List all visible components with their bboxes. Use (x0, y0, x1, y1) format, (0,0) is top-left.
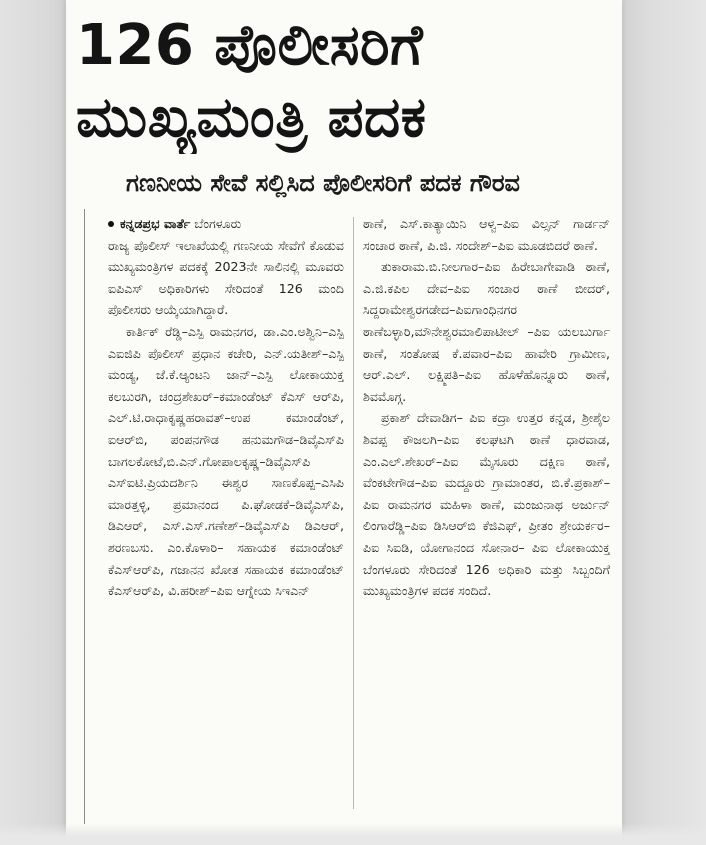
dateline (108, 213, 344, 235)
paragraph-awardees-2: ಠಾಣೆ, ಎಸ್.ಕಾತ್ಯಾಯಿನಿ ಆಳ್ವ–ಪಿಐ ವಿಲ್ಸನ್ ಗಾರ್ಡನ್ ಸಂಚಾರ ಠಾಣೆ, ಪಿ.ಜಿ. ಸಂದೇಶ್–ಪಿಐ ಮೂಡಬಿದರೆ ಠಾಣೆ. (363, 216, 610, 253)
paragraph-intro: ರಾಜ್ಯ ಪೊಲೀಸ್ ಇಲಾಖೆಯಲ್ಲಿ ಗಣನೀಯ ಸೇವೆಗೆ ಕೊಡುವ ಮುಖ್ಯಮಂತ್ರಿಗಳ ಪದಕಕ್ಕೆ 2023ನೇ ಸಾಲಿನಲ್ಲಿ ಮೂವರು ಐಪಿಎಸ್ ಅಧಿಕಾರಿಗಳು ಸೇರಿದಂತೆ 126 ಮಂದಿ ಪೊಲೀಸರು ಆಯ್ಕೆಯಾಗಿದ್ದಾರೆ. (108, 237, 344, 318)
article-body (82, 213, 610, 813)
news-source: ಕನ್ನಡಪ್ರಭ ವಾರ್ತೆ (120, 216, 191, 231)
page-bottom-shadow (0, 823, 706, 845)
page-edge-right (622, 0, 706, 845)
subheadline: ಗಣನೀಯ ಸೇವೆ ಸಲ್ಲಿಸಿದ ಪೊಲೀಸರಿಗೆ ಪದಕ ಗೌರವ (126, 169, 520, 197)
article-column-1 (108, 213, 344, 602)
headline-line-2: ಮುಖ್ಯಮಂತ್ರಿ ಪದಕ (76, 85, 427, 150)
paragraph-awardees-4: ಪ್ರಕಾಶ್ ದೇವಾಡಿಗ– ಪಿಐ ಕದ್ರಾ ಉತ್ತರ ಕನ್ನಡ, ಶ್ರೀಶೈಲ ಶಿವಪ್ಪ ಕೌಜಲಗಿ–ಪಿಐ ಕಲಘಟಗಿ ಠಾಣೆ ಧಾರವಾಡ, ಎಂ.ಎಲ್.ಶೇಖರ್–ಪಿಐ ಮೈಸೂರು ದಕ್ಷಿಣ ಠಾಣೆ, ವೆಂಕಟೇಗೌಡ–ಪಿಐ ಮದ್ದೂರು ಗ್ರಾಮಾಂತರ, ಬಿ.ಕೆ.ಪ್ರಕಾಶ್–ಪಿಐ ರಾಮನಗರ ಮಹಿಳಾ ಠಾಣೆ, ಮಂಜುನಾಥ ಅರ್ಜುನ್ ಲಿಂಗಾರೆಡ್ಡಿ–ಪಿಐ ಡಿಸಿಆರ್‌ಬಿ ಕೆಜಿಎಫ್, ಪ್ರೀತಂ ಶ್ರೇಯರ್ಕರ–ಪಿಐ ಸಿಐಡಿ, ಯೋಗಾನಂದ ಸೋನಾರ– ಪಿಐ ಲೋಕಾಯುಕ್ತ ಬೆಂಗಳೂರು ಸೇರಿದಂತೆ 126 ಅಧಿಕಾರಿ ಮತ್ತು ಸಿಬ್ಬಂದಿಗೆ ಮುಖ್ಯಮಂತ್ರಿಗಳ ಪದಕ ಸಂದಿದೆ. (363, 410, 610, 599)
paragraph-awardees-3: ತುಕಾರಾಮ.ಬಿ.ನೀಲಗಾರ–ಪಿಐ ಹಿರೇಬಾಗೇವಾಡಿ ಠಾಣೆ, ಎ.ಜಿ.ಕಪಿಲ ದೇವ–ಪಿಐ ಸಂಚಾರ ಠಾಣೆ ಬೀದರ್, ಸಿದ್ದರಾಮೇಶ್ವರಗಡೇದ–ಪಿಐಗಾಂಧಿನಗರ ಠಾಣೆಬಳ್ಳಾರಿ,ಮೌನೇಶ್ವರಮಾಲಿಪಾಟೀಲ್ –ಪಿಐ ಯಲಬುರ್ಗಾ ಠಾಣೆ, ಸಂತೋಷ ಕೆ.ಪವಾರ–ಪಿಐ ಹಾವೇರಿ ಗ್ರಾಮೀಣ, ಆರ್.ಎಲ್. ಲಕ್ಷ್ಮಿಪತಿ–ಪಿಐ ಹೊಳೆಹೊನ್ನೂರು ಠಾಣೆ, ಶಿವಮೊಗ್ಗ. (363, 259, 610, 404)
article-column-2 (363, 213, 610, 602)
dateline-city: ಬೆಂಗಳೂರು (190, 216, 242, 231)
column-divider (353, 217, 354, 809)
bullet-icon (108, 221, 114, 227)
newspaper-clipping (66, 0, 622, 845)
headline-line-1: 126 ಪೊಲೀಸರಿಗೆ (76, 13, 424, 78)
headline (76, 10, 616, 154)
page-edge-left (0, 0, 66, 845)
paragraph-awardees-1: ಕಾರ್ತಿಕ್ ರೆಡ್ಡಿ–ಎಸ್ಪಿ ರಾಮನಗರ, ಡಾ.ಎಂ.ಅಶ್ವಿನಿ–ಎಸ್ಪಿ ಎಐಜಿಪಿ ಪೊಲೀಸ್ ಪ್ರಧಾನ ಕಚೇರಿ, ಎನ್.ಯತೀಶ್–ಎಸ್ಪಿ ಮಂಡ್ಯ, ಜೆ.ಕೆ.ಆ್ಯಂಟನಿ ಜಾನ್–ಎಸ್ಪಿ ಲೋಕಾಯುಕ್ತ ಕಲಬುರಗಿ, ಚಂದ್ರಶೇಖರ್–ಕಮಾಂಡೆಂಟ್ ಕೆಎಸ್ ಆರ್‌ಪಿ, ಎಲ್.ಟಿ.ರಾಧಾಕೃಷ್ಣಹರಾವತ್–ಉಪ ಕಮಾಂಡೆಂಟ್, ಐಆರ್‌ಬಿ, ಪಂಪನಗೌಡ ಹನುಮಗೌಡ–ಡಿವೈಎಸ್‌ಪಿ ಬಾಗಲಕೋಟೆ,ಬಿ.ಎನ್.ಗೋಪಾಲಕೃಷ್ಣ–ಡಿವೈಎಸ್‌ಪಿ ಎಸ್‌ಐಟಿ.ಪ್ರಿಯದರ್ಶಿನಿ ಈಶ್ವರ ಸಾಣಕೊಪ್ಪ–ಎಸಿಪಿ ಮಾರತ್ತಳ್ಳಿ, ಪ್ರಮಾನಂದ ಪಿ.ಘೋಡಕೆ–ಡಿವೈಎಸ್‌ಪಿ, ಡಿಎಆರ್, ಎಸ್.ಎಸ್.ಗಣೇಶ್–ಡಿವೈಎಸ್‌ಪಿ ಡಿಎಆರ್, ಶರಣಬಸು. ಎಂ.ಕೊಳಾರಿ– ಸಹಾಯಕ ಕಮಾಂಡೆಂಟ್ ಕೆಎಸ್‌ಆರ್‌ಪಿ, ಗಜಾನನ ಖೋತ ಸಹಾಯಕ ಕಮಾಂಡೆಂಟ್ ಕೆಎಸ್‌ಆರ್‌ಪಿ, ವಿ.ಹರೀಶ್–ಪಿಐ ಆಗ್ನೇಯ ಸಿಇಎನ್ (108, 323, 344, 599)
